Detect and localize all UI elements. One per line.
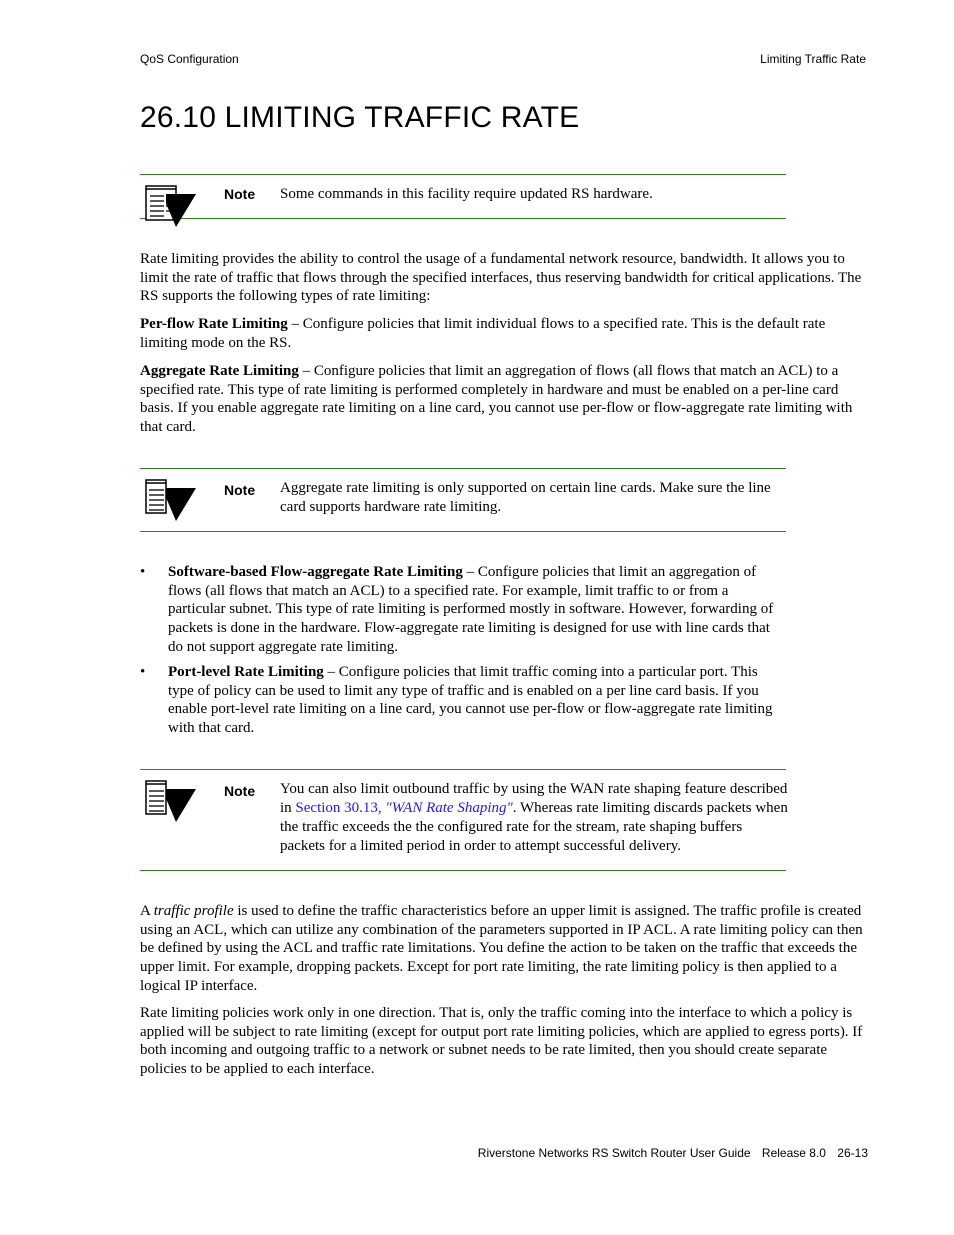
bullet-icon: • <box>140 664 146 680</box>
note-label: Note <box>224 186 256 202</box>
footer-guide: Riverstone Networks RS Switch Router User Guide <box>477 1146 751 1160</box>
note-text-before: You can also limit outbound traffic by using the WAN rate shaping feature described in <box>280 781 788 816</box>
bullet-icon: • <box>140 564 146 580</box>
note-box-aggregate <box>140 468 786 532</box>
footer-page-number: 26-13 <box>837 1146 868 1160</box>
list-item-text <box>168 663 784 738</box>
per-flow-term: Per-flow Rate Limiting <box>140 316 288 332</box>
aggregate-paragraph <box>140 362 868 437</box>
note-box-wan-shaping <box>140 769 786 871</box>
link-section: Section 30.13, <box>295 800 386 816</box>
list-item-description: – Configure policies that limit an aggregation of flows (all flows that match an ACL) to a specified rate. For example, limit traffic to or from a particular subnet. This type of rate limiting is performed mostly in software. However, forwarding of packets is done in the hardware. Flow-aggregate rate limiting is designed for use with line cards that do not support aggregate rate limiting. <box>168 564 774 655</box>
profile-prefix: A <box>140 903 154 919</box>
note-text: Aggregate rate limiting is only supported on certain line cards. Make sure the line card supports hardware rate limiting. <box>280 480 771 515</box>
traffic-profile-paragraph <box>140 902 868 996</box>
running-header-left: QoS Configuration <box>140 52 239 66</box>
intro-paragraph: Rate limiting provides the ability to control the usage of a fundamental network resource, bandwidth. It allows you to limit the rate of traffic that flows through the specified interfaces, thus reserving bandwidth for critical applications. The RS supports the following types of rate limiting: <box>140 251 862 305</box>
list-item <box>140 563 786 658</box>
list-item-text <box>168 563 784 657</box>
link-title: "WAN Rate Shaping" <box>385 800 513 816</box>
list-item <box>140 663 786 739</box>
note-pad-icon <box>142 479 198 523</box>
profile-text: is used to define the traffic characteristics before an upper limit is assigned. The traffic profile is created using an ACL, which can utilize any combination of the parameters supported in IP ACL. A rate limiting policy can then be defined by using the ACL and traffic rate limitations. You define the action to be taken on the traffic that exceeds the upper limit. For example, dropping packets. Except for port rate limiting, the rate limiting policy is then applied to a logical IP interface. <box>140 903 863 994</box>
aggregate-term: Aggregate Rate Limiting <box>140 363 299 379</box>
note-pad-icon <box>142 185 198 229</box>
running-header-right: Limiting Traffic Rate <box>760 52 866 66</box>
running-footer <box>470 1146 868 1160</box>
section-title: 26.10 LIMITING TRAFFIC RATE <box>140 101 580 134</box>
profile-term: traffic profile <box>153 903 234 919</box>
list-item-description: – Configure policies that limit traffic coming into a particular port. This type of policy can be used to limit any type of traffic and is enabled on a per line card basis. If you enable port-level rate limiting on a line card, you cannot use per-flow or flow-aggregate rate limiting with that card. <box>168 664 773 737</box>
wan-rate-shaping-link[interactable] <box>295 800 512 816</box>
note-text-after: . Whereas rate limiting discards packets when the traffic exceeds the the configured rate for the stream, rate shaping buffers packets for a limited period in order to attempt successful delivery. <box>280 800 788 854</box>
aggregate-text: – Configure policies that limit an aggregation of flows (all flows that match an ACL) to a specified rate. This type of rate limiting is performed completely in hardware and must be enabled on a per-line card basis. If you enable aggregate rate limiting on a line card, you cannot use per-flow or flow-aggregate rate limiting with that card. <box>140 363 853 436</box>
per-flow-text: – Configure policies that limit individual flows to a specified rate. This is the default rate limiting mode on the RS. <box>140 316 826 351</box>
note-text: Some commands in this facility require updated RS hardware. <box>280 186 653 202</box>
per-flow-paragraph <box>140 315 868 352</box>
note-box-hardware <box>140 174 786 219</box>
list-item-term: Software-based Flow-aggregate Rate Limiting <box>168 564 463 580</box>
note-label: Note <box>224 783 256 799</box>
footer-release: Release 8.0 <box>761 1146 826 1160</box>
note-pad-icon <box>142 780 198 824</box>
list-item-term: Port-level Rate Limiting <box>168 664 324 680</box>
direction-paragraph: Rate limiting policies work only in one direction. That is, only the traffic coming into the interface to which a policy is applied will be subject to rate limiting (except for output port rate limiting policies, which are applied to egress ports). If both incoming and outgoing traffic to a network or subnet needs to be rate limited, then you should create separate policies to be applied to each interface. <box>140 1005 863 1078</box>
note-label: Note <box>224 482 256 498</box>
note-text <box>280 780 788 856</box>
